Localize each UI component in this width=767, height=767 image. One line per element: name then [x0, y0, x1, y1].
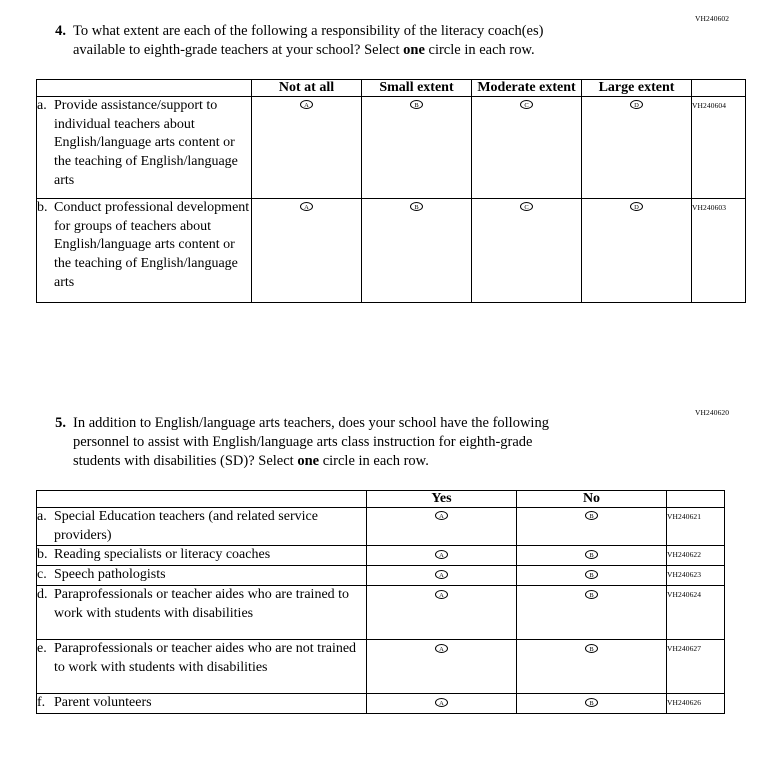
question-5-header [46, 414, 706, 471]
radio-bubble-d[interactable]: D [630, 202, 643, 211]
q4-row-b-label: Conduct professional development for groups of teachers about English/language arts content or the teaching of English/language arts [54, 200, 250, 290]
q4-row-a-option-moderate-extent[interactable] [472, 97, 582, 199]
radio-bubble-b[interactable]: B [410, 202, 423, 211]
table-row [37, 640, 725, 694]
q4-row-a-label: Provide assistance/support to individual teachers about English/language arts content or the teaching of English/language arts [54, 98, 238, 188]
q5-row-f-option-yes[interactable] [367, 694, 517, 714]
item-code: VH240627 [667, 644, 702, 654]
radio-bubble-b[interactable]: B [585, 698, 598, 707]
radio-bubble-a[interactable]: A [435, 644, 448, 653]
q4-col-not-at-all: Not at all [252, 80, 362, 97]
question-4-table [36, 79, 746, 303]
q4-row-b-option-large-extent[interactable] [582, 199, 692, 303]
question-4-text-line2-post: circle in each row. [424, 42, 535, 59]
radio-bubble-b[interactable]: B [410, 100, 423, 109]
item-code: VH240622 [667, 550, 702, 560]
q4-row-b-option-not-at-all[interactable] [252, 199, 362, 303]
radio-bubble-a[interactable]: A [300, 202, 313, 211]
table-row [37, 546, 725, 566]
item-code: VH240626 [667, 698, 702, 708]
q4-row-b-code-cell [692, 199, 746, 303]
q5-row-f-item [37, 694, 367, 714]
q4-row-a-code-cell [692, 97, 746, 199]
q5-row-d-code-cell [667, 586, 725, 640]
q5-row-b-code-cell [667, 546, 725, 566]
q4-row-a-option-large-extent[interactable] [582, 97, 692, 199]
q4-col-moderate-extent: Moderate extent [472, 80, 582, 97]
q5-row-c-code-cell [667, 566, 725, 586]
q5-row-e-label: Paraprofessionals or teacher aides who are not trained to work with students with disabilities [54, 641, 357, 675]
q5-row-e-option-yes[interactable] [367, 640, 517, 694]
q5-row-a-option-yes[interactable] [367, 508, 517, 546]
q5-row-b-item [37, 546, 367, 566]
q4-row-a-item [37, 97, 252, 199]
q5-col-no: No [517, 491, 667, 508]
question-5-number: 5. [55, 415, 66, 431]
q5-row-c-letter: c. [37, 567, 47, 583]
radio-bubble-a[interactable]: A [435, 590, 448, 599]
item-code: VH240624 [667, 590, 702, 600]
question-5-table [36, 490, 725, 714]
q4-row-b-option-small-extent[interactable] [362, 199, 472, 303]
q5-row-d-item [37, 586, 367, 640]
item-code: VH240621 [667, 512, 702, 522]
radio-bubble-d[interactable]: D [630, 100, 643, 109]
q5-row-f-option-no[interactable] [517, 694, 667, 714]
question-5-text-line3-pre: students with disabilities (SD)? Select [73, 453, 298, 470]
q5-row-c-option-no[interactable] [517, 566, 667, 586]
item-code: VH240603 [692, 203, 727, 213]
question-4-number: 4. [55, 23, 66, 39]
page-code-top: VH240602 [695, 14, 730, 23]
q5-row-b-letter: b. [37, 547, 48, 563]
table-row [37, 199, 746, 303]
table-row [37, 586, 725, 640]
radio-bubble-a[interactable]: A [300, 100, 313, 109]
radio-bubble-a[interactable]: A [435, 550, 448, 559]
radio-bubble-c[interactable]: C [520, 100, 533, 109]
q5-row-d-label: Paraprofessionals or teacher aides who are trained to work with students with disabilities [54, 587, 350, 621]
q4-col-item [37, 80, 252, 97]
table-row [37, 508, 725, 546]
q4-row-a-option-small-extent[interactable] [362, 97, 472, 199]
question-4-header [46, 22, 706, 60]
q4-row-b-letter: b. [37, 200, 48, 216]
question-4-text-line2-pre: available to eighth-grade teachers at your school? Select [73, 42, 404, 59]
table-row [37, 694, 725, 714]
q5-row-d-option-no[interactable] [517, 586, 667, 640]
question-5-text-line2: personnel to assist with English/language arts class instruction for eighth-grade [73, 434, 533, 451]
q5-row-b-option-yes[interactable] [367, 546, 517, 566]
q5-row-b-label: Reading specialists or literacy coaches [54, 547, 271, 563]
q5-col-yes: Yes [367, 491, 517, 508]
q5-row-f-code-cell [667, 694, 725, 714]
q5-row-d-letter: d. [37, 587, 48, 603]
item-code: VH240604 [692, 101, 727, 111]
q5-row-a-code-cell [667, 508, 725, 546]
q5-row-e-option-no[interactable] [517, 640, 667, 694]
q5-row-d-option-yes[interactable] [367, 586, 517, 640]
q5-row-f-label: Parent volunteers [54, 695, 152, 711]
q5-row-e-code-cell [667, 640, 725, 694]
q5-row-f-letter: f. [37, 695, 46, 711]
radio-bubble-b[interactable]: B [585, 550, 598, 559]
q5-col-item [37, 491, 367, 508]
radio-bubble-c[interactable]: C [520, 202, 533, 211]
question-5-text-line1: In addition to English/language arts teachers, does your school have the following [73, 415, 549, 431]
q5-col-code [667, 491, 725, 508]
q4-row-b-item [37, 199, 252, 303]
q4-col-code [692, 80, 746, 97]
q5-row-a-label: Special Education teachers (and related service providers) [54, 509, 318, 543]
question-5-text-line3-bold: one [297, 453, 320, 470]
q5-row-a-item [37, 508, 367, 546]
q5-row-e-item [37, 640, 367, 694]
table-row [37, 566, 725, 586]
question-5-code: VH240620 [695, 408, 730, 417]
q5-row-b-option-no[interactable] [517, 546, 667, 566]
q4-row-b-option-moderate-extent[interactable] [472, 199, 582, 303]
question-4-text-line1: To what extent are each of the following a responsibility of the literacy coach(es) [73, 23, 544, 39]
q4-col-large-extent: Large extent [582, 80, 692, 97]
q5-row-a-letter: a. [37, 509, 47, 525]
radio-bubble-b[interactable]: B [585, 511, 598, 520]
table-header-row [37, 80, 746, 97]
item-code: VH240623 [667, 570, 702, 580]
radio-bubble-b[interactable]: B [585, 590, 598, 599]
table-row [37, 97, 746, 199]
radio-bubble-a[interactable]: A [435, 511, 448, 520]
q5-row-c-item [37, 566, 367, 586]
radio-bubble-a[interactable]: A [435, 570, 448, 579]
radio-bubble-a[interactable]: A [435, 698, 448, 707]
radio-bubble-b[interactable]: B [585, 644, 598, 653]
q5-row-c-option-yes[interactable] [367, 566, 517, 586]
table-header-row [37, 491, 725, 508]
question-4-text-line2-bold: one [403, 42, 425, 59]
q4-row-a-option-not-at-all[interactable] [252, 97, 362, 199]
q4-row-a-letter: a. [37, 98, 47, 114]
question-5-text-line3-post: circle in each row. [319, 453, 429, 470]
q5-row-a-option-no[interactable] [517, 508, 667, 546]
q5-row-e-letter: e. [37, 641, 47, 657]
q4-col-small-extent: Small extent [362, 80, 472, 97]
q5-row-c-label: Speech pathologists [54, 567, 166, 583]
radio-bubble-b[interactable]: B [585, 570, 598, 579]
